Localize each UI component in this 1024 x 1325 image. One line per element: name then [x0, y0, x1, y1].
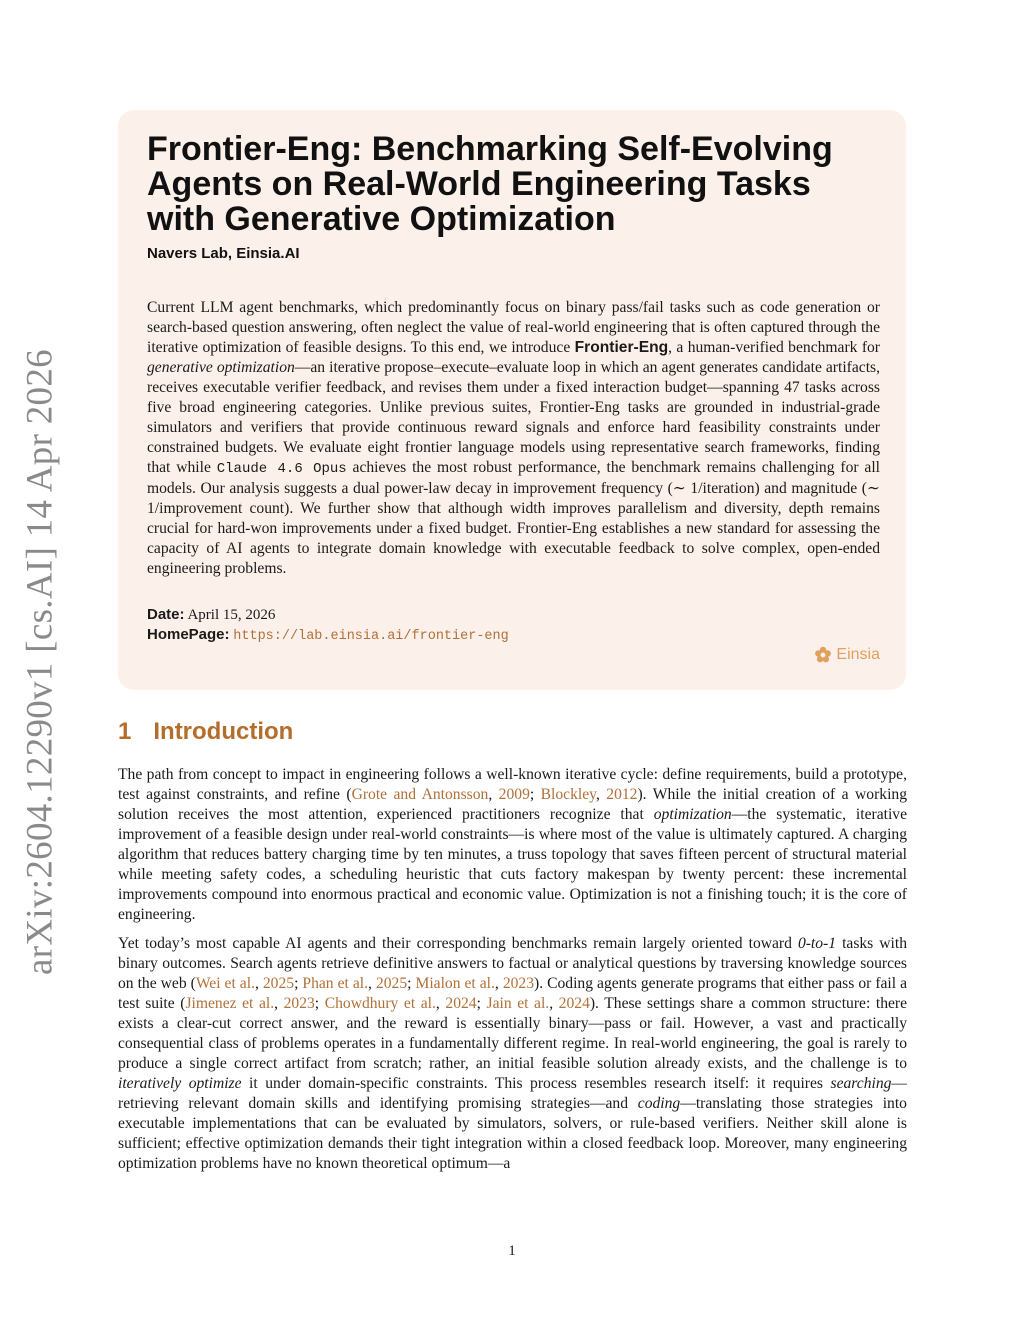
page-number: 1: [508, 1243, 516, 1259]
benchmark-name: Frontier-Eng: [574, 339, 669, 356]
citation-year-link[interactable]: 2023: [502, 975, 535, 992]
citation-year-link[interactable]: 2025: [262, 975, 295, 992]
paper-metadata: [147, 605, 880, 647]
citation-year-link[interactable]: 2023: [283, 995, 315, 1012]
emphasized-term: 0-to-1: [797, 935, 837, 952]
citation-year-link[interactable]: 2024: [445, 995, 477, 1012]
citation-link[interactable]: Jain et al.: [486, 995, 550, 1012]
emphasized-term: optimization: [653, 806, 732, 823]
date-label: Date:: [147, 606, 185, 623]
homepage-link[interactable]: https://lab.einsia.ai/frontier-eng: [233, 629, 509, 644]
citation-link[interactable]: Phan et al.: [302, 975, 369, 992]
citation-link[interactable]: Jimenez et al.: [185, 995, 275, 1012]
author-affiliation: Navers Lab, Einsia.AI: [147, 245, 300, 262]
paper-title: Frontier-Eng: Benchmarking Self-Evolving Agents on Real-World Engineering Tasks with Generative Optimization: [147, 130, 833, 238]
section-number: 1: [118, 718, 132, 745]
paragraph: The path from concept to impact in engineering follows a well-known iterative cycle: define requirements, build a prototype, test against constraints, and refine (Grote and Antonsson, 2009; Blockley, 2012). While the initial creation of a working solution receives the most attention, experienced practitioners recognize that optimization—the systematic, iterative improvement of a feasible design under real-world constraints—is where most of the value is ultimately captured. A charging algorithm that reduces battery charging time by ten minutes, a truss topology that saves fifteen percent of structural material while meeting safety codes, a scheduling heuristic that cuts factory makespan by twenty percent: these incremental improvements compound into enormous practical and economic value. Optimization is not a finishing touch; it is the core of engineering.: [118, 766, 908, 923]
citation-link[interactable]: Wei et al.: [195, 975, 255, 992]
section-heading: [118, 718, 293, 746]
date-line: [147, 605, 880, 625]
arxiv-identifier: arXiv:2604.12290v1 [cs.AI] 14 Apr 2026: [19, 349, 61, 975]
citation-year-link[interactable]: 2024: [558, 995, 590, 1012]
citation-year-link[interactable]: 2012: [606, 786, 638, 803]
section-title: Introduction: [153, 718, 294, 745]
citation-link[interactable]: Blockley: [540, 786, 596, 803]
citation-link[interactable]: Chowdhury et al.: [324, 995, 436, 1012]
citation-year-link[interactable]: 2025: [375, 975, 408, 992]
introduction-body: [118, 765, 907, 1183]
homepage-line: [147, 625, 880, 647]
emphasized-term: coding: [637, 1095, 681, 1112]
emphasized-term: searching: [830, 1075, 892, 1092]
einsia-logo: [814, 646, 880, 664]
emphasized-term: generative optimization: [147, 359, 295, 376]
abstract-text: Current LLM agent benchmarks, which predominantly focus on binary pass/fail tasks such as code generation or search-based question answering, often neglect the value of real-world engineering that is often captured through the iterative optimization of feasible designs. To this end, we introduce Frontier-Eng, a human-verified benchmark for generative optimization—an iterative propose–execute–evaluate loop in which an agent generates candidate artifacts, receives executable verifier feedback, and revises them under a fixed interaction budget—spanning 47 tasks across five broad engineering categories. Unlike previous suites, Frontier-Eng tasks are grounded in industrial-grade simulators and verifiers that provide continuous reward signals and enforce hard feasibility constraints under constrained budgets. We evaluate eight frontier language models using representative search frameworks, finding that while Claude 4.6 Opus achieves the most robust performance, the benchmark remains challenging for all models. Our analysis suggests a dual power-law decay in improvement frequency (∼ 1/iteration) and magnitude (∼ 1/improvement count). We further show that although width improves parallelism and diversity, depth remains crucial for hard-won improvements under a fixed budget. Frontier-Eng establishes a new standard for assessing the capacity of AI agents to integrate domain knowledge with executable feedback to solve complex, open-ended engineering problems.: [147, 299, 881, 577]
paragraph: Yet today’s most capable AI agents and their corresponding benchmarks remain largely oriented toward 0-to-1 tasks with binary outcomes. Search agents retrieve definitive answers to factual or analytical questions by traversing knowledge sources on the web (Wei et al., 2025; Phan et al., 2025; Mialon et al., 2023). Coding agents generate programs that either pass or fail a test suite (Jimenez et al., 2023; Chowdhury et al., 2024; Jain et al., 2024). These settings share a common structure: there exists a clear-cut correct answer, and the reward is essentially binary—pass or fail. However, a vast and practically consequential class of problems operates in a fundamentally different regime. In real-world engineering, the goal is rarely to produce a single correct artifact from scratch; rather, an initial feasible solution already exists, and the challenge is to iteratively optimize it under domain-specific constraints. This process resembles research itself: it requires searching—retrieving relevant domain skills and identifying promising strategies—and coding—translating those strategies into executable implementations that can be evaluated by simulators, solvers, or rule-based verifiers. Neither skill alone is sufficient; effective optimization demands their tight integration within a closed feedback loop. Moreover, many engineering optimization problems have no known theoretical optimum—a: [118, 935, 908, 1172]
date-value: April 15, 2026: [187, 607, 276, 623]
homepage-label: HomePage:: [147, 626, 230, 643]
brand-name: Einsia: [836, 646, 880, 663]
model-name: Claude 4.6 Opus: [216, 461, 347, 477]
citation-link[interactable]: Mialon et al.: [415, 975, 495, 992]
emphasized-term: iteratively optimize: [118, 1075, 242, 1092]
citation-link[interactable]: Grote and Antonsson: [351, 786, 489, 803]
citation-year-link[interactable]: 2009: [498, 786, 530, 803]
einsia-flower-icon: [814, 646, 832, 664]
abstract-box: [118, 110, 906, 690]
